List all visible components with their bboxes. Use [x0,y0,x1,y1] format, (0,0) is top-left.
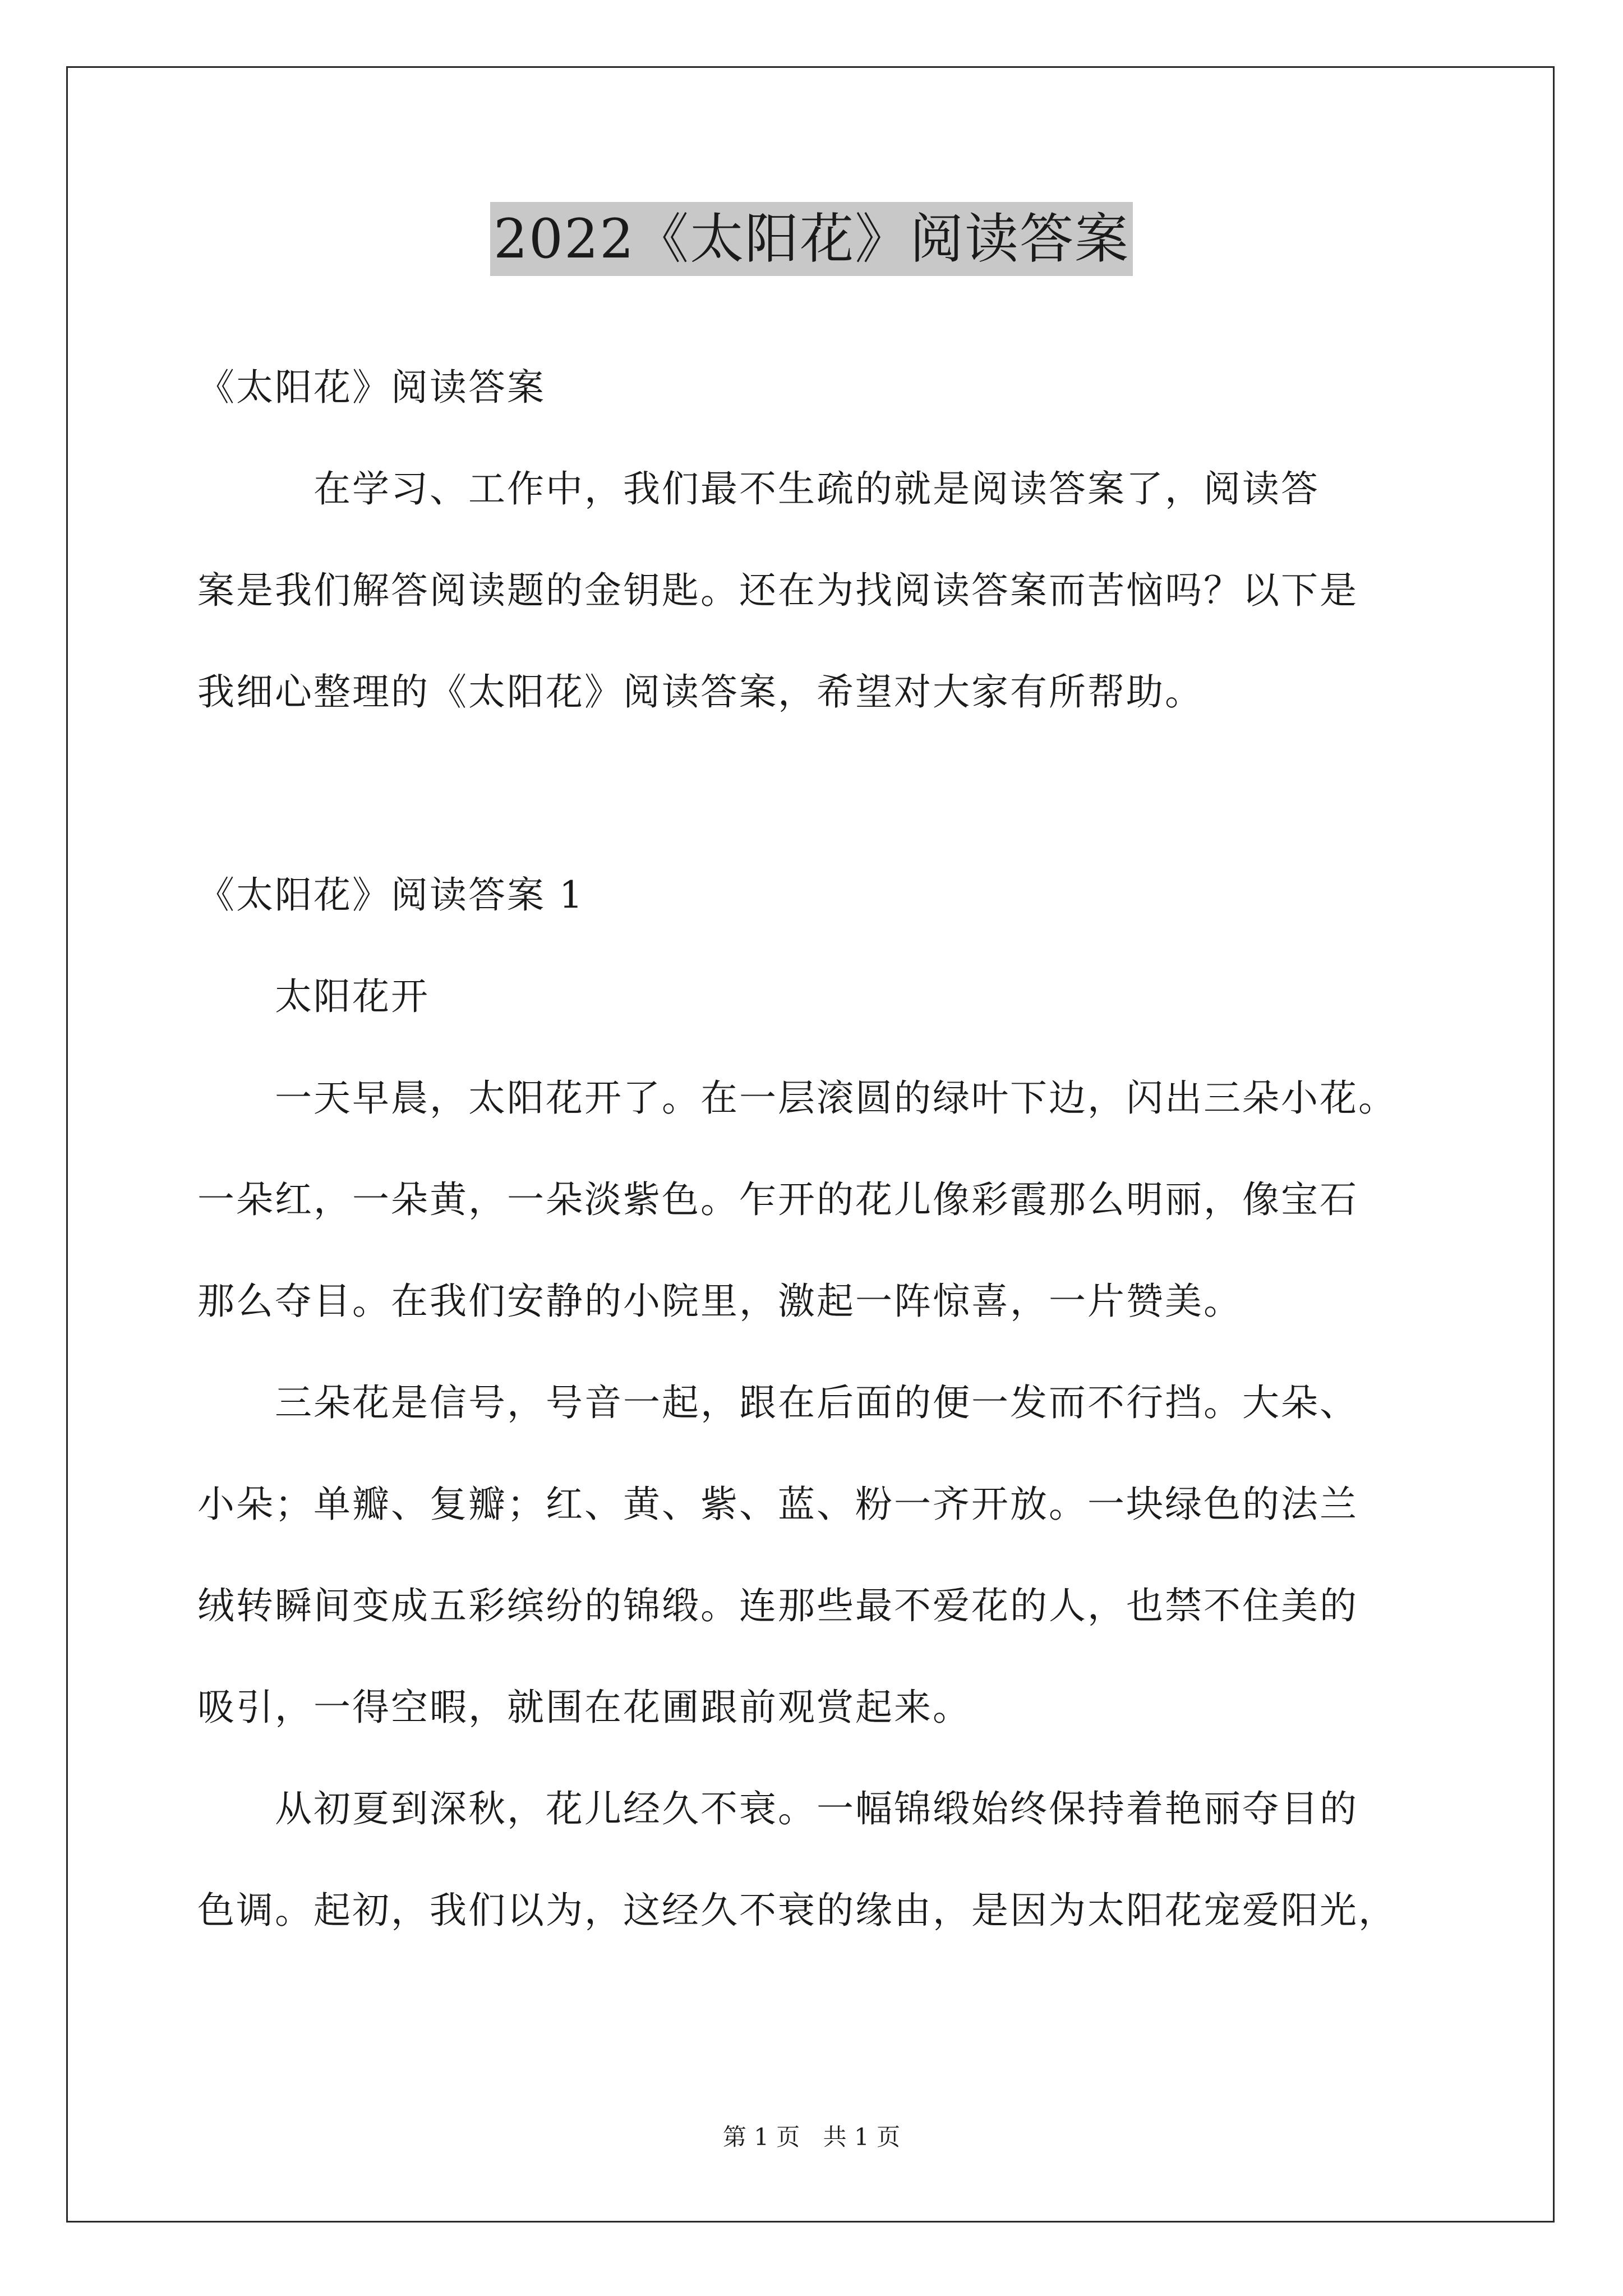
paragraph-line: 从初夏到深秋，花儿经久不衰。一幅锦缎始终保持着艳丽夺目的 [197,1787,1358,1830]
paragraph-line: 在学习、工作中，我们最不生疏的就是阅读答案了，阅读答 [197,467,1320,510]
paragraph-line: 一朵红，一朵黄，一朵淡紫色。乍开的花儿像彩霞那么明丽，像宝石 [197,1178,1358,1221]
section-heading: 《太阳花》阅读答案 1 [197,873,584,917]
page-number: 第 1 页 [722,2123,800,2151]
page-total: 共 1 页 [823,2123,901,2151]
paragraph-line: 我细心整理的《太阳花》阅读答案，希望对大家有所帮助。 [197,670,1204,714]
paragraph-line: 一天早晨，太阳花开了。在一层滚圆的绿叶下边，闪出三朵小花。 [197,1076,1397,1120]
page-footer [0,2120,1623,2154]
paragraph-line: 案是我们解答阅读题的金钥匙。还在为找阅读答案而苦恼吗？以下是 [197,569,1358,612]
paragraph-line: 小朵；单瓣、复瓣；红、黄、紫、蓝、粉一齐开放。一块绿色的法兰 [197,1483,1358,1526]
paragraph-line: 吸引，一得空暇，就围在花圃跟前观赏起来。 [197,1686,971,1729]
title-wrap [0,202,1623,276]
paragraph-line: 三朵花是信号，号音一起，跟在后面的便一发而不行挡。大朵、 [197,1381,1358,1424]
paragraph-line: 色调。起初，我们以为，这经久不衰的缘由，是因为太阳花宠爱阳光， [197,1889,1397,1932]
paragraph-line: 那么夺目。在我们安静的小院里，激起一阵惊喜，一片赞美。 [197,1280,1242,1323]
paragraph-line: 绒转瞬间变成五彩缤纷的锦缎。连那些最不爱花的人，也禁不住美的 [197,1584,1358,1627]
heading-line: 《太阳花》阅读答案 [197,366,546,409]
article-title: 太阳花开 [197,975,430,1018]
document-title: 2022《太阳花》阅读答案 [490,202,1133,276]
